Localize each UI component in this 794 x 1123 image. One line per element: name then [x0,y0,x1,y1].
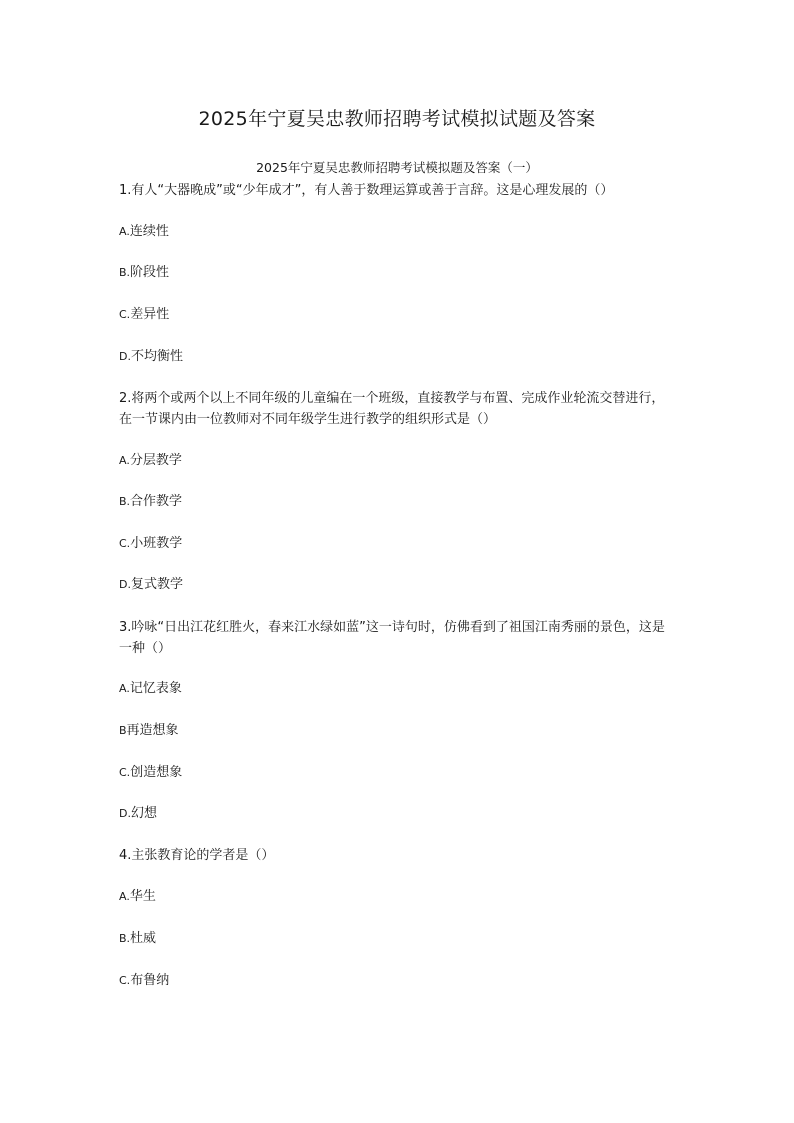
option-text: 合作教学 [130,494,183,509]
question-4-option-c [119,971,679,991]
question-3-option-c [119,763,679,783]
question-1-option-c [119,305,679,325]
option-text: 复式教学 [130,577,183,592]
question-2-option-d [119,575,679,595]
option-letter: D. [119,578,131,591]
option-letter: A. [119,682,130,695]
question-1-option-a [119,222,679,242]
option-letter: B. [119,266,131,279]
option-text: 幻想 [130,806,157,821]
question-1-option-b [119,263,679,283]
option-text: 小班教学 [130,536,183,551]
option-text: 阶段性 [130,265,170,280]
option-text: 分层教学 [129,453,182,468]
option-letter: C. [119,537,131,550]
option-text: 连续性 [129,224,169,239]
question-3-text: 3.吟咏“日出江花红胜火，春来江水绿如蓝”这一诗句时，仿佛看到了祖国江南秀丽的景色，这是一种（） [119,620,665,656]
option-letter: B. [119,495,131,508]
document-title: 2025年宁夏吴忠教师招聘考试模拟试题及答案 [198,108,596,130]
option-letter: A. [119,890,130,903]
option-letter: A. [119,454,130,467]
question-3-option-b [119,721,679,741]
option-text: 差异性 [130,307,170,322]
option-letter: C. [119,308,131,321]
question-3-option-a [119,679,679,699]
question-4-option-a [119,887,679,907]
option-text: 记忆表象 [129,681,182,696]
question-1-text: 1.有人“大器晚成”或“少年成才”，有人善于数理运算或善于言辞。这是心理发展的（） [119,183,614,198]
option-letter: B. [119,932,131,945]
question-1-option-d [119,347,679,367]
option-text: 华生 [129,889,156,904]
option-letter: B [119,724,127,737]
option-text: 布鲁纳 [130,973,170,988]
option-text: 再造想象 [126,723,179,738]
option-letter: D. [119,350,131,363]
question-2-option-a [119,451,679,471]
question-3-option-d [119,804,679,824]
option-text: 杜威 [130,931,157,946]
option-letter: A. [119,225,130,238]
question-4-option-b [119,929,679,949]
option-letter: D. [119,807,131,820]
question-4-text: 4.主张教育论的学者是（） [119,848,275,863]
option-text: 不均衡性 [130,349,183,364]
option-letter: C. [119,974,131,987]
question-2-option-b [119,492,679,512]
question-2-option-c [119,534,679,554]
question-2-text: 2.将两个或两个以上不同年级的儿童编在一个班级，直接教学与布置、完成作业轮流交替进行，在一节课内由一位教师对不同年级学生进行教学的组织形式是（） [119,391,665,427]
option-text: 创造想象 [130,765,183,780]
document-subtitle: 2025年宁夏吴忠教师招聘考试模拟题及答案（一） [256,160,538,175]
option-letter: C. [119,766,131,779]
